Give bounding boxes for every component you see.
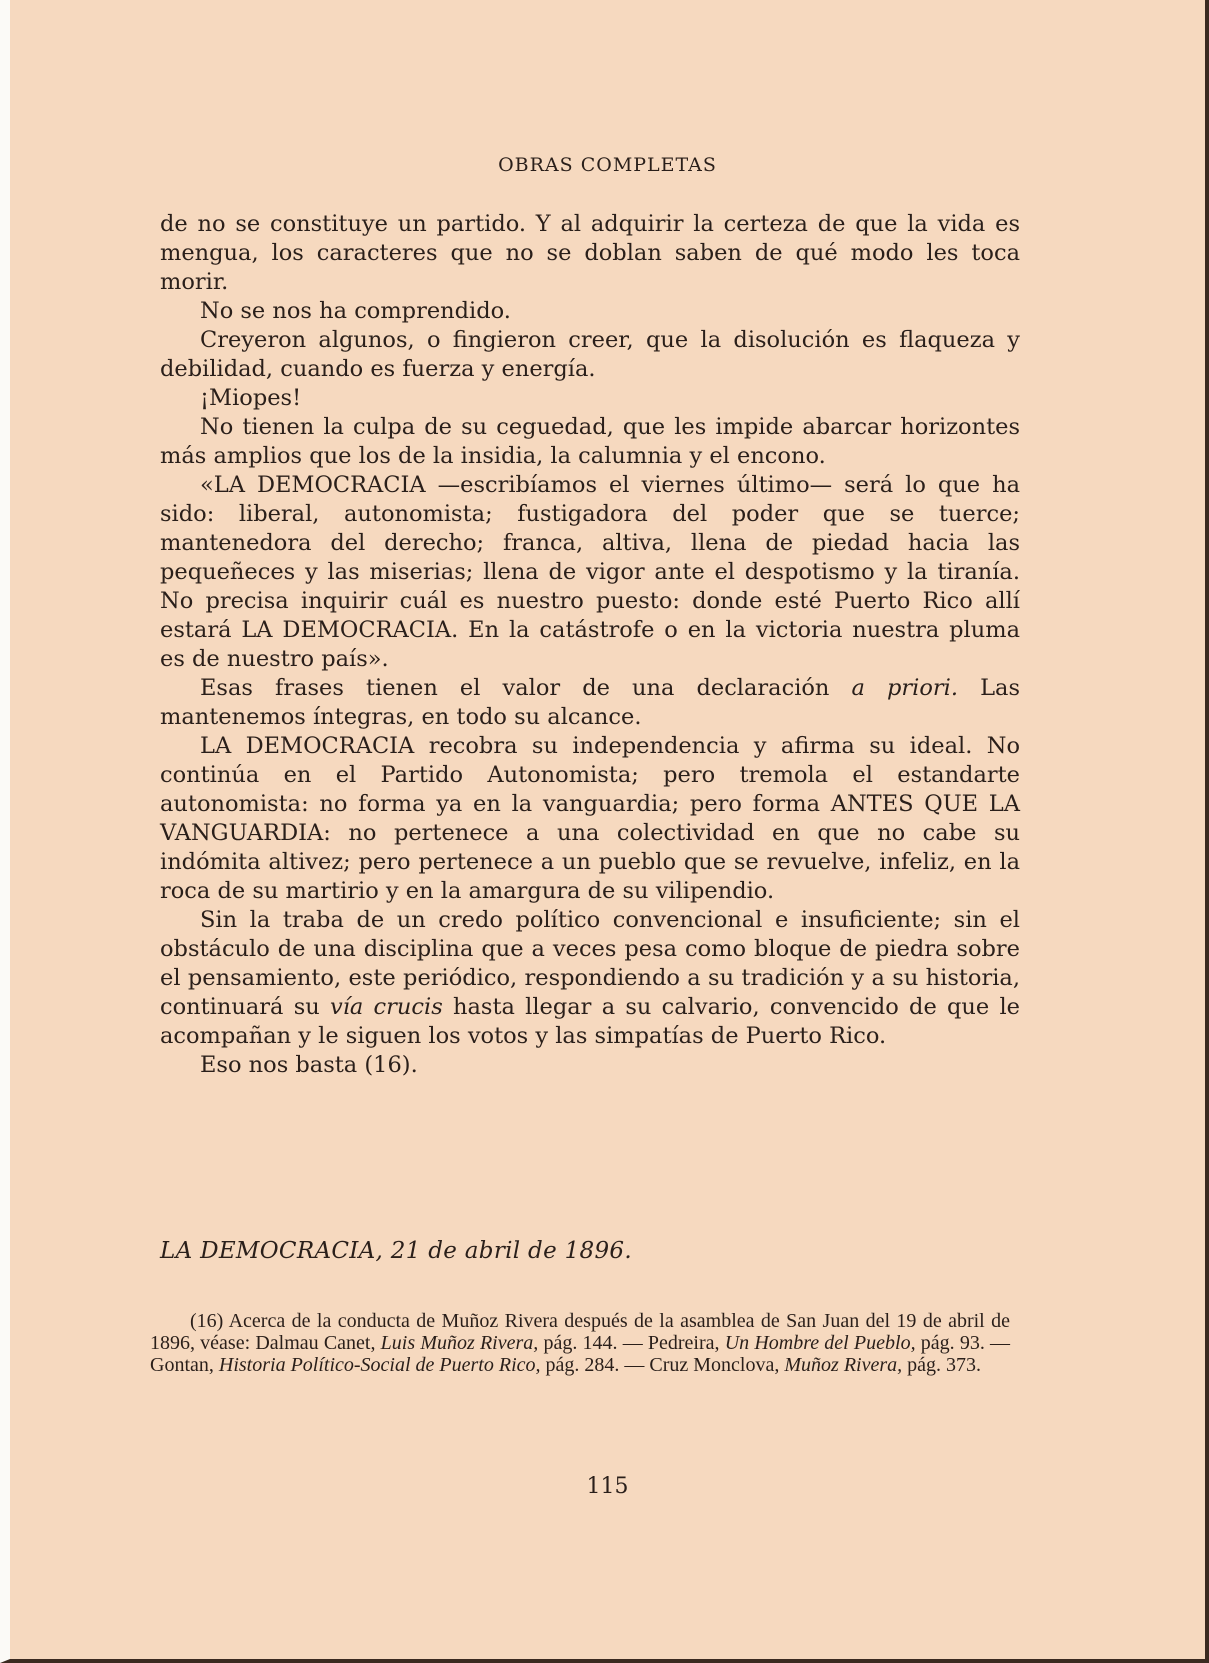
footnote-italic: Un Hombre del Pueblo, xyxy=(724,1332,916,1354)
paragraph: ¡Miopes! xyxy=(200,385,302,411)
paragraph: Creyeron algunos, o fingieron creer, que la disolución es flaqueza y debilidad, cuando es fuerza y energía. xyxy=(160,327,1020,382)
footnote-text: pág. 93. — Gontan, xyxy=(150,1332,1011,1376)
footnote-italic: Muñoz Rivera, xyxy=(784,1354,903,1376)
footnote-text: Acerca de la conducta de Muñoz Rivera después de la asamblea de San Juan del 19 de abril de 1896, véase: Dalmau Canet, xyxy=(150,1310,1010,1354)
paragraph: No tienen la culpa de su ceguedad, que les impide abarcar horizontes más amplios que los de la insidia, la calumnia y el encono. xyxy=(160,414,1020,469)
body-text xyxy=(160,210,1020,1080)
footnote-text: pág. 144. — Pedreira, xyxy=(538,1332,725,1354)
footnote-marker: (16) xyxy=(190,1310,224,1332)
paragraph xyxy=(160,906,1020,1051)
paragraph-quotation: «LA DEMOCRACIA —escribíamos el viernes último— será lo que ha sido: liberal, autonomista; fustigadora del poder que se tuerce; mantenedora del derecho; franca, altiva, llena de piedad hacia las pequeñeces y las miserias; llena de vigor ante el despotismo y la tiranía. No precisa inquirir cuál es nuestro puesto: donde esté Puerto Rico allí estará LA DEMOCRACIA. En la catástrofe o en la victoria nuestra pluma es de nuestro país». xyxy=(160,472,1020,672)
text-run: Esas frases tienen el valor de una declaración xyxy=(200,675,852,701)
footnote-lead xyxy=(150,1310,1010,1376)
footnote-italic: Luis Muñoz Rivera, xyxy=(380,1332,539,1354)
footnote-text: pág. 284. — Cruz Monclova, xyxy=(540,1354,785,1376)
paragraph: No se nos ha comprendido. xyxy=(200,298,511,324)
paragraph: Eso nos basta (16). xyxy=(200,1052,418,1078)
text-run: hasta llegar a su calvario, convencido de que le acompañan y le siguen los votos y las simpatías de Puerto Rico. xyxy=(160,994,1020,1049)
page-number: 115 xyxy=(586,1474,629,1499)
footnote xyxy=(150,1310,1010,1376)
paragraph: LA DEMOCRACIA recobra su independencia y afirma su ideal. No continúa en el Partido Autonomista; pero tremola el estandarte autonomista: no forma ya en la vanguardia; pero forma ANTES QUE LA VANGUARDIA: no pertenece a una colectividad en que no cabe su indómita altivez; pero pertenece a un pueblo que se revuelve, infeliz, en la roca de su martirio y en la amargura de su vilipendio. xyxy=(160,733,1020,904)
text-run: Sin la traba de un credo político convencional e insuficiente; sin el obstáculo de una disciplina que a veces pesa como bloque de piedra sobre el pensamiento, este periódico, respondiendo a su tradición y a su historia, continuará su xyxy=(160,907,1020,1020)
italic-run: vía crucis xyxy=(329,994,443,1020)
footnote-text: pág. 373. xyxy=(902,1354,982,1376)
paragraph xyxy=(160,674,1020,732)
footnote-italic: Historia Político-Social de Puerto Rico, xyxy=(218,1354,541,1376)
text-run: Las mantenemos íntegras, en todo su alcance. xyxy=(160,675,1020,730)
dateline: LA DEMOCRACIA, 21 de abril de 1896. xyxy=(160,1238,632,1264)
running-head: OBRAS COMPLETAS xyxy=(498,154,717,176)
paragraph-continuation: de no se constituye un partido. Y al adquirir la certeza de que la vida es mengua, los caracteres que no se doblan saben de qué modo les toca morir. xyxy=(160,211,1020,295)
italic-run: a priori. xyxy=(851,675,959,701)
